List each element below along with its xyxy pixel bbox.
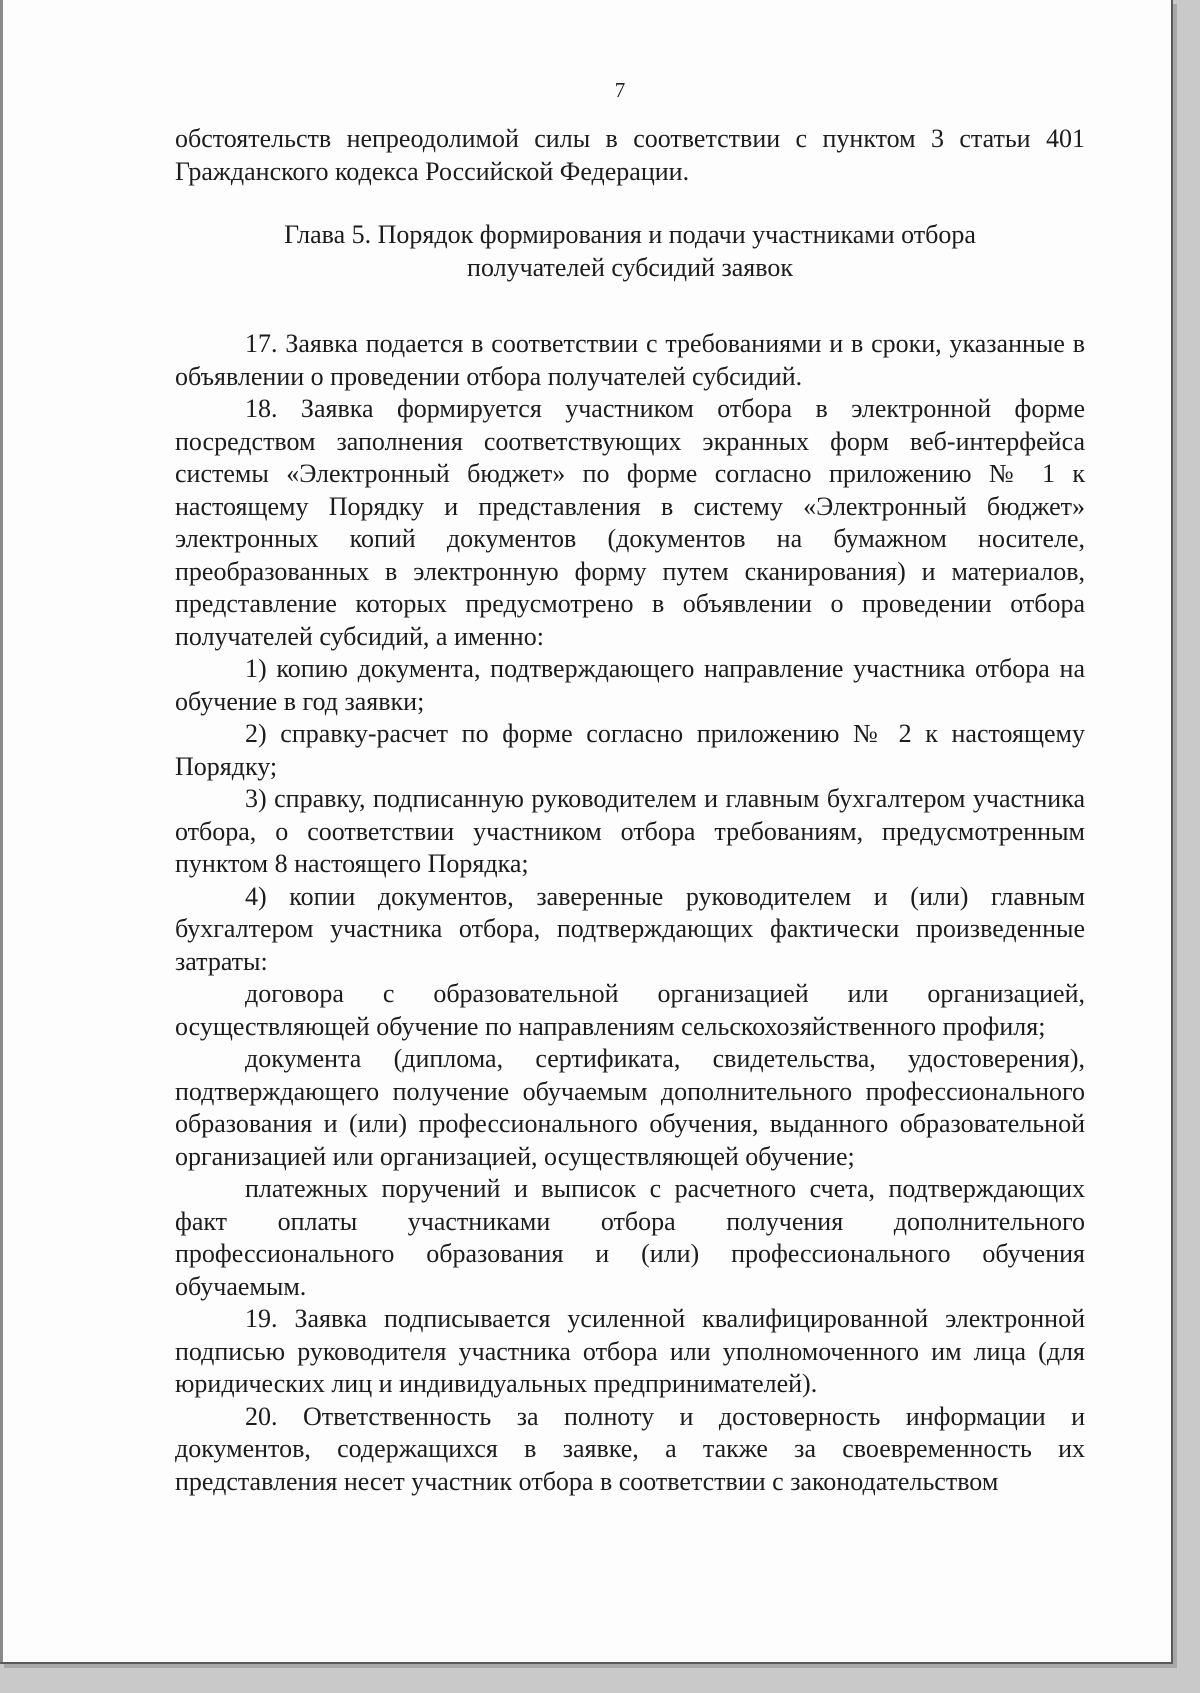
document-body bbox=[175, 123, 1085, 1498]
chapter-heading-line-1: Глава 5. Порядок формирования и подачи участниками отбора bbox=[284, 220, 976, 249]
chapter-heading bbox=[175, 219, 1085, 284]
paragraph-18: 18. Заявка формируется участником отбора в электронной форме посредством заполнения соответствующих экранных форм веб-интерфейса системы «Электронный бюджет» по форме согласно приложению № 1 к настоящему Порядку и представления в систему «Электронный бюджет» электронных копий документов (документов на бумажном носителе, преобразованных в электронную форму путем сканирования) и материалов, представление которых предусмотрено в объявлении о проведении отбора получателей субсидий, а именно: bbox=[175, 394, 1085, 651]
paragraph-19: 19. Заявка подписывается усиленной квалифицированной электронной подписью руководителя участника отбора или уполномоченного им лица (для юридических лиц и индивидуальных предпринимателей). bbox=[175, 1304, 1085, 1398]
list-item-4: 4) копии документов, заверенные руководителем и (или) главным бухгалтером участника отбора, подтверждающих фактически произведенные затраты: bbox=[175, 881, 1085, 976]
paragraph-continuation: обстоятельств непреодолимой силы в соответствии с пунктом 3 статьи 401 Гражданского кодекса Российской Федерации. bbox=[175, 124, 1085, 186]
paragraph-20: 20. Ответственность за полноту и достоверность информации и документов, содержащихся в заявке, а также за своевременность их представления несет участник отбора в соответствии с законодательством bbox=[175, 1401, 1085, 1496]
list-item-2: 2) справку-расчет по форме согласно приложению № 2 к настоящему Порядку; bbox=[175, 719, 1085, 781]
chapter-heading-line-2: получателей субсидий заявок bbox=[467, 252, 793, 282]
sub-item-diploma: документа (диплома, сертификата, свидетельства, удостоверения), подтверждающего получение обучаемым дополнительного профессионального образования и (или) профессионального обучения, выданного образовательной организацией или организацией, осуществляющей обучение; bbox=[175, 1044, 1085, 1171]
paragraph-17: 17. Заявка подается в соответствии с требованиями и в сроки, указанные в объявлении о проведении отбора получателей субсидий. bbox=[175, 329, 1085, 391]
page-number: 7 bbox=[614, 78, 626, 102]
sub-item-contract: договора с образовательной организацией или организацией, осуществляющей обучение по направлениям сельскохозяйственного профиля; bbox=[175, 979, 1085, 1041]
sub-item-payments: платежных поручений и выписок с расчетного счета, подтверждающих факт оплаты участниками отбора получения дополнительного профессионального образования и (или) профессионального обучения обучаемым. bbox=[175, 1174, 1085, 1301]
list-item-3: 3) справку, подписанную руководителем и главным бухгалтером участника отбора, о соответствии участником отбора требованиям, предусмотренным пунктом 8 настоящего Порядка; bbox=[175, 784, 1085, 878]
list-item-1: 1) копию документа, подтверждающего направление участника отбора на обучение в год заявки; bbox=[175, 654, 1085, 716]
